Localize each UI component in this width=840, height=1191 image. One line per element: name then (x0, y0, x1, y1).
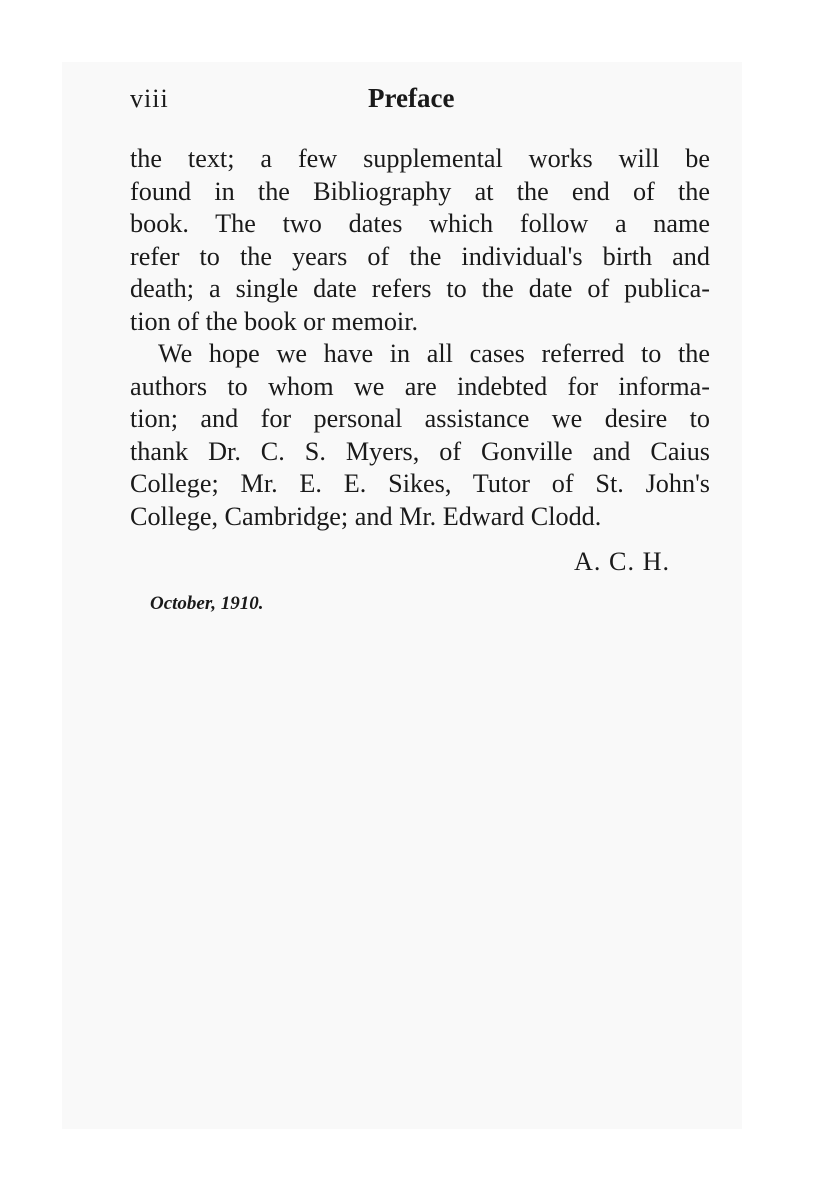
text-line: We hope we have in all cases referred to the (158, 339, 710, 368)
text-line: found in the Bibliography at the end of the (130, 176, 710, 206)
text-line: College, Cambridge; and Mr. Edward Clodd. (130, 501, 602, 531)
text-line: tion; and for personal assistance we desire to (130, 404, 710, 433)
text-line: book. The two dates which follow a name (130, 209, 710, 238)
paragraph (130, 338, 710, 533)
author-initials: A. C. H. (574, 547, 671, 576)
text-line: tion of the book or memoir. (130, 306, 419, 336)
text-line: death; a single date refers to the date of publica- (130, 274, 710, 303)
text-line: refer to the years of the individual's birth and (130, 241, 710, 271)
page-header (130, 84, 710, 120)
running-title: Preface (368, 83, 455, 113)
text-line: the text; a few supplemental works will be (130, 144, 710, 173)
preface-body (130, 143, 710, 533)
page-number: viii (130, 84, 169, 113)
text-line: College; Mr. E. E. Sikes, Tutor of St. John's (130, 469, 710, 498)
text-line: authors to whom we are indebted for informa- (130, 371, 710, 401)
text-line: thank Dr. C. S. Myers, of Gonville and Caius (130, 436, 710, 466)
paragraph (130, 143, 710, 338)
dateline: October, 1910. (150, 593, 264, 614)
